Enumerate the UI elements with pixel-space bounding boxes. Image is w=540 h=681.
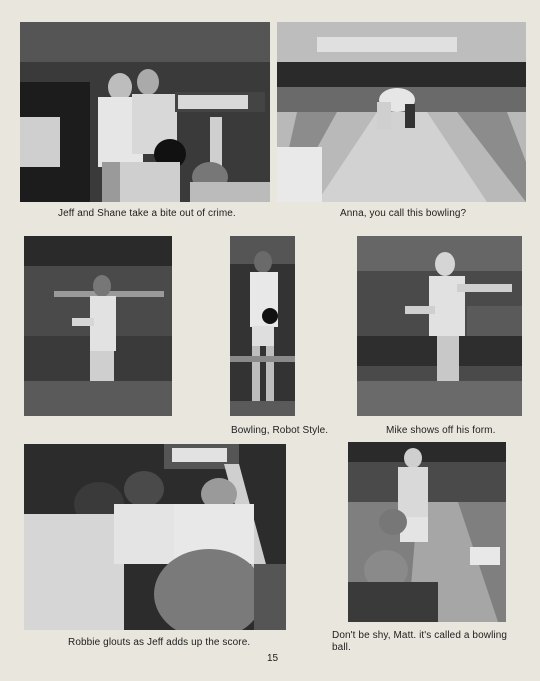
photo-mike xyxy=(357,236,522,416)
caption-robot-style: Bowling, Robot Style. xyxy=(231,425,329,436)
photo-jeff-shane xyxy=(20,22,270,202)
caption-matt: Don't be shy, Matt. it's called a bowling ball. xyxy=(332,630,508,653)
caption-robbie: Robbie glouts as Jeff adds up the score. xyxy=(68,637,251,648)
photo-anna xyxy=(277,22,526,202)
photo-robbie xyxy=(24,444,286,630)
caption-anna: Anna, you call this bowling? xyxy=(340,208,467,219)
page-number: 15 xyxy=(267,653,279,664)
photo-girl-bowling xyxy=(24,236,172,416)
caption-jeff-shane: Jeff and Shane take a bite out of crime. xyxy=(58,208,236,219)
photo-matt xyxy=(348,442,506,622)
photo-robot-style xyxy=(230,236,295,416)
caption-mike: Mike shows off his form. xyxy=(386,425,496,436)
